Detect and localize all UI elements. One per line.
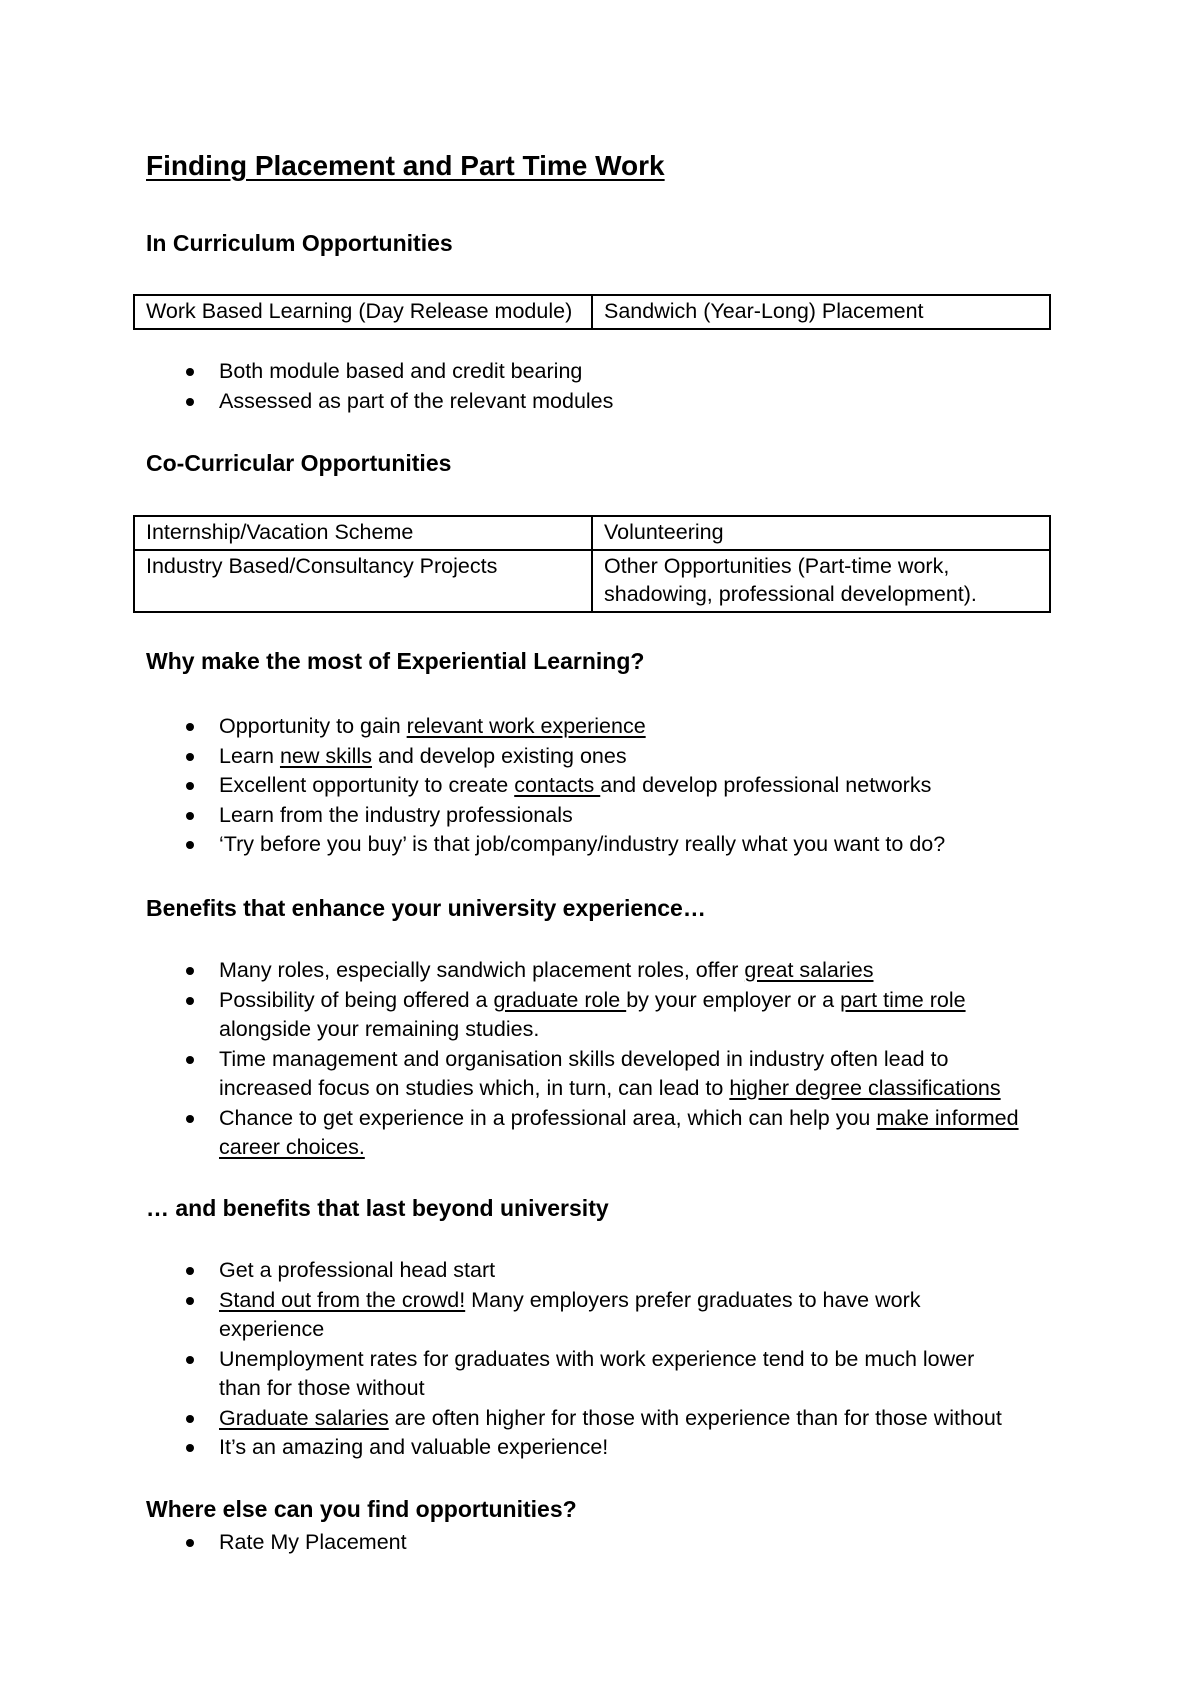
list-item: Stand out from the crowd! Many employers prefer graduates to have work experience [146,1286,1046,1345]
table-cell: Industry Based/Consultancy Projects [134,550,592,612]
heading-benefits-beyond: … and benefits that last beyond university [146,1195,609,1221]
bullet-icon [186,753,194,761]
table-cell: Work Based Learning (Day Release module) [134,295,592,329]
list-item: Learn new skills and develop existing ones [146,742,1046,772]
list-item: Get a professional head start [146,1256,1046,1286]
bullet-icon [186,1539,194,1547]
bullet-icon [186,1415,194,1423]
table-row [134,516,1050,550]
table-row [134,295,1050,329]
bullet-icon [186,368,194,376]
heading-where: Where else can you find opportunities? [146,1496,577,1522]
benefits-university-list [146,956,1046,1163]
heading-in-curriculum: In Curriculum Opportunities [146,230,453,256]
list-item: Excellent opportunity to create contacts and develop professional networks [146,771,1046,801]
why-list [146,712,1046,860]
list-item: Learn from the industry professionals [146,801,1046,831]
list-item: Opportunity to gain relevant work experience [146,712,1046,742]
table-cell: Other Opportunities (Part-time work, shadowing, professional development). [592,550,1050,612]
heading-why: Why make the most of Experiential Learning? [146,648,645,674]
bullet-icon [186,1056,194,1064]
in-curriculum-list [146,357,1046,416]
benefits-beyond-list [146,1256,1046,1463]
bullet-icon [186,723,194,731]
in-curriculum-table [133,294,1051,330]
list-item: It’s an amazing and valuable experience! [146,1433,1046,1463]
table-cell: Internship/Vacation Scheme [134,516,592,550]
bullet-icon [186,1444,194,1452]
bullet-icon [186,782,194,790]
bullet-icon [186,1356,194,1364]
where-list [146,1528,1046,1558]
bullet-icon [186,841,194,849]
list-item: Rate My Placement [146,1528,1046,1558]
heading-co-curricular: Co-Curricular Opportunities [146,450,452,476]
list-item: Time management and organisation skills developed in industry often lead to increased focus on studies which, in turn, can lead to higher degree classifications [146,1045,1046,1104]
list-item: Assessed as part of the relevant modules [146,387,1046,417]
list-item: Possibility of being offered a graduate role by your employer or a part time role alongside your remaining studies. [146,986,1046,1045]
list-item: Unemployment rates for graduates with work experience tend to be much lower than for those without [146,1345,1046,1404]
table-cell: Sandwich (Year-Long) Placement [592,295,1050,329]
table-row [134,550,1050,612]
bullet-icon [186,1115,194,1123]
bullet-icon [186,997,194,1005]
bullet-icon [186,812,194,820]
bullet-icon [186,967,194,975]
list-item: Both module based and credit bearing [146,357,1046,387]
page-title: Finding Placement and Part Time Work [146,150,665,181]
table-cell: Volunteering [592,516,1050,550]
co-curricular-table [133,515,1051,613]
bullet-icon [186,398,194,406]
bullet-icon [186,1297,194,1305]
heading-benefits-university: Benefits that enhance your university experience… [146,895,706,921]
list-item: ‘Try before you buy’ is that job/company/industry really what you want to do? [146,830,1046,860]
list-item: Graduate salaries are often higher for those with experience than for those without [146,1404,1046,1434]
list-item: Chance to get experience in a professional area, which can help you make informed career choices. [146,1104,1046,1163]
bullet-icon [186,1267,194,1275]
list-item: Many roles, especially sandwich placement roles, offer great salaries [146,956,1046,986]
